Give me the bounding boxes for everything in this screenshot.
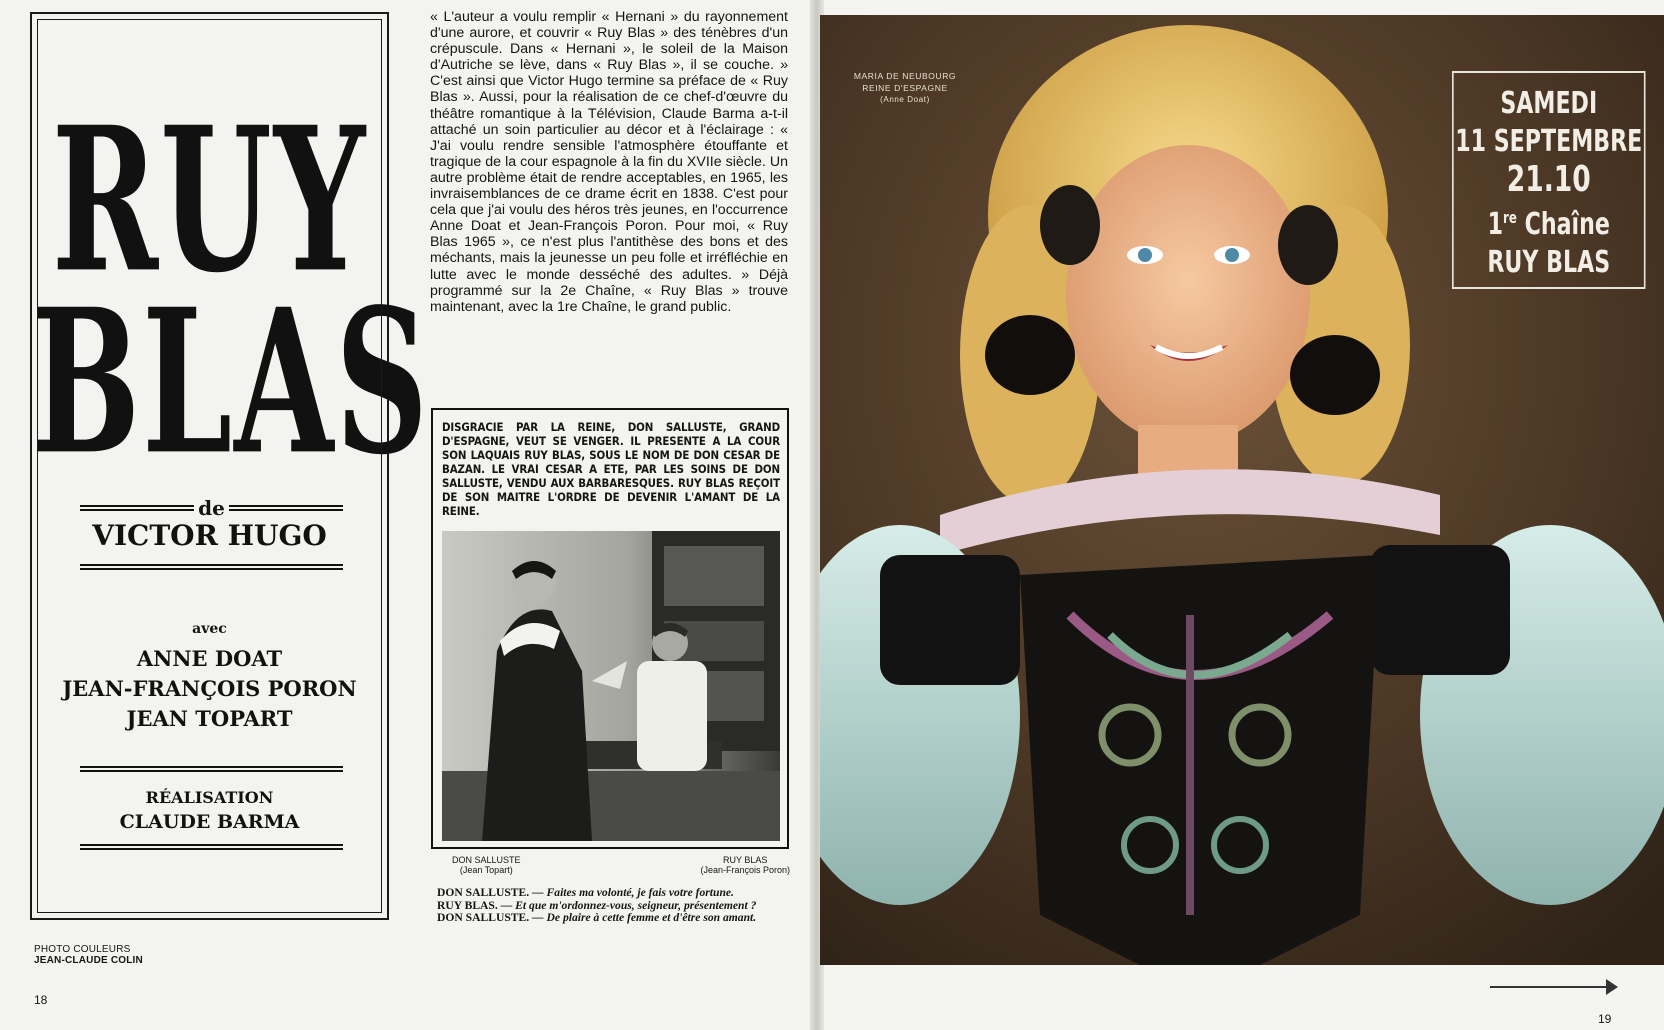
caption-right-name: RUY BLAS bbox=[723, 855, 768, 865]
schedule-day: SAMEDI bbox=[1500, 86, 1598, 121]
scene-photo-art bbox=[442, 531, 780, 841]
broadcast-schedule-box bbox=[1452, 71, 1646, 289]
queen-caption bbox=[845, 70, 965, 106]
de-rule bbox=[80, 496, 343, 520]
cast-2: JEAN-FRANÇOIS PORON bbox=[62, 676, 357, 701]
next-page-arrow-icon bbox=[1606, 979, 1618, 995]
cast-3: JEAN TOPART bbox=[126, 706, 293, 731]
schedule-program: RUY BLAS bbox=[1487, 245, 1611, 280]
synopsis-text: DISGRACIE PAR LA REINE, DON SALLUSTE, GRAND D'ESPAGNE, VEUT SE VENGER. IL PRESENTE A LA COUR SON LAQUAIS RUY BLAS, SOUS LE NOM DE DON CESAR DE BAZAN. LE VRAI CESAR A ETE, PAR LES SOINS DE DON SALLUSTE, VENDU AUX BARBARESQUES. RUY BLAS REÇOIT DE SON MAITRE L'ORDRE DE DEVENIR L'AMANT DE LA REINE. bbox=[442, 420, 780, 518]
dialogue-speaker-3: DON SALLUSTE. bbox=[437, 911, 530, 925]
queen-caption-line-2: REINE D'ESPAGNE bbox=[862, 83, 948, 93]
schedule-date: 11 SEPTEMBRE bbox=[1455, 124, 1643, 159]
dialogue-speaker-1: DON SALLUSTE. bbox=[437, 886, 530, 899]
credit-line-2: JEAN-CLAUDE COLIN bbox=[34, 955, 143, 966]
director-name: CLAUDE BARMA bbox=[119, 811, 300, 833]
page-number-left: 18 bbox=[34, 993, 48, 1007]
credit-line-1: PHOTO COULEURS bbox=[34, 944, 131, 955]
dialogue-text-1: — Faites ma volonté, je fais votre fortune. bbox=[532, 886, 734, 899]
queen-caption-line-1: MARIA DE NEUBOURG bbox=[853, 71, 957, 81]
dialogue-block bbox=[437, 887, 792, 925]
title-ruy: RUY bbox=[51, 84, 368, 318]
realisation-rule-top bbox=[80, 766, 343, 772]
dialogue-text-3: — De plaire à cette femme et d'être son amant. bbox=[532, 911, 757, 925]
schedule-channel-word: Chaîne bbox=[1524, 207, 1610, 242]
realisation-rule-bottom bbox=[80, 844, 343, 850]
schedule-channel-sup: re bbox=[1503, 208, 1517, 227]
synopsis-box bbox=[431, 408, 789, 849]
dialogue-speaker-2: RUY BLAS. bbox=[437, 898, 498, 912]
article-body: « L'auteur a voulu remplir « Hernani » du rayonnement d'une aurore, et couvrir « Ruy Blas » des ténèbres d'un crépuscule. Dans « Hernani », le soleil de la Maison d'Autriche se lève, dans « Ruy Blas », il se couche. » C'est ainsi que Victor Hugo termine sa préface de « Ruy Blas ». Aussi, pour la réalisation de ce chef-d'œuvre du théâtre romantique à la Télévision, Claude Barma a-t-il attaché un soin particulier au décor et à l'éclairage : « J'ai voulu rendre sensible l'atmosphère étouffante et tragique de la cour espagnole à la fin du XVIIe siècle. Un autre problème était de rendre acceptables, en 1965, les invraisemblances de ce drame écrit en 1838. C'est pour cela que j'ai voulu des héros très jeunes, en l'occurrence Anne Doat et Jean-François Poron. Pour moi, « Ruy Blas 1965 », ce n'est plus l'antithèse des bons et des méchants, mais la jeunesse un peu folle et irréfléchie en lutte avec le monde desséché des adultes. » Déjà programmé sur la 2e Chaîne, « Ruy Blas » trouve maintenant, avec la 1re Chaîne, le grand public. bbox=[430, 9, 788, 315]
caption-right bbox=[700, 855, 790, 875]
dialogue-text-2: — Et que m'ordonnez-vous, seigneur, présentement ? bbox=[500, 898, 757, 912]
title-blas: BLAS bbox=[32, 266, 430, 500]
dialogue-line-3 bbox=[437, 912, 792, 925]
caption-left-actor: (Jean Topart) bbox=[459, 865, 513, 875]
schedule-channel bbox=[1454, 199, 1644, 244]
de-label: de bbox=[198, 496, 225, 520]
author-rule bbox=[80, 564, 343, 570]
author-name: VICTOR HUGO bbox=[92, 519, 327, 552]
avec-label: avec bbox=[192, 621, 227, 637]
queen-caption-line-3: (Anne Doat) bbox=[880, 95, 930, 104]
schedule-time: 21.10 bbox=[1506, 159, 1591, 200]
photo-credit bbox=[34, 944, 143, 966]
title-box bbox=[30, 12, 430, 920]
realisation-label: RÉALISATION bbox=[145, 788, 274, 807]
next-page-arrow-line bbox=[1490, 986, 1612, 988]
cast-1: ANNE DOAT bbox=[136, 646, 283, 671]
page-number-right: 19 bbox=[1598, 1012, 1612, 1026]
caption-right-actor: (Jean-François Poron) bbox=[700, 865, 790, 875]
scene-photo bbox=[442, 531, 780, 841]
caption-left-name: DON SALLUSTE bbox=[452, 855, 521, 865]
caption-left bbox=[452, 855, 521, 875]
schedule-channel-num: 1 bbox=[1487, 207, 1504, 242]
